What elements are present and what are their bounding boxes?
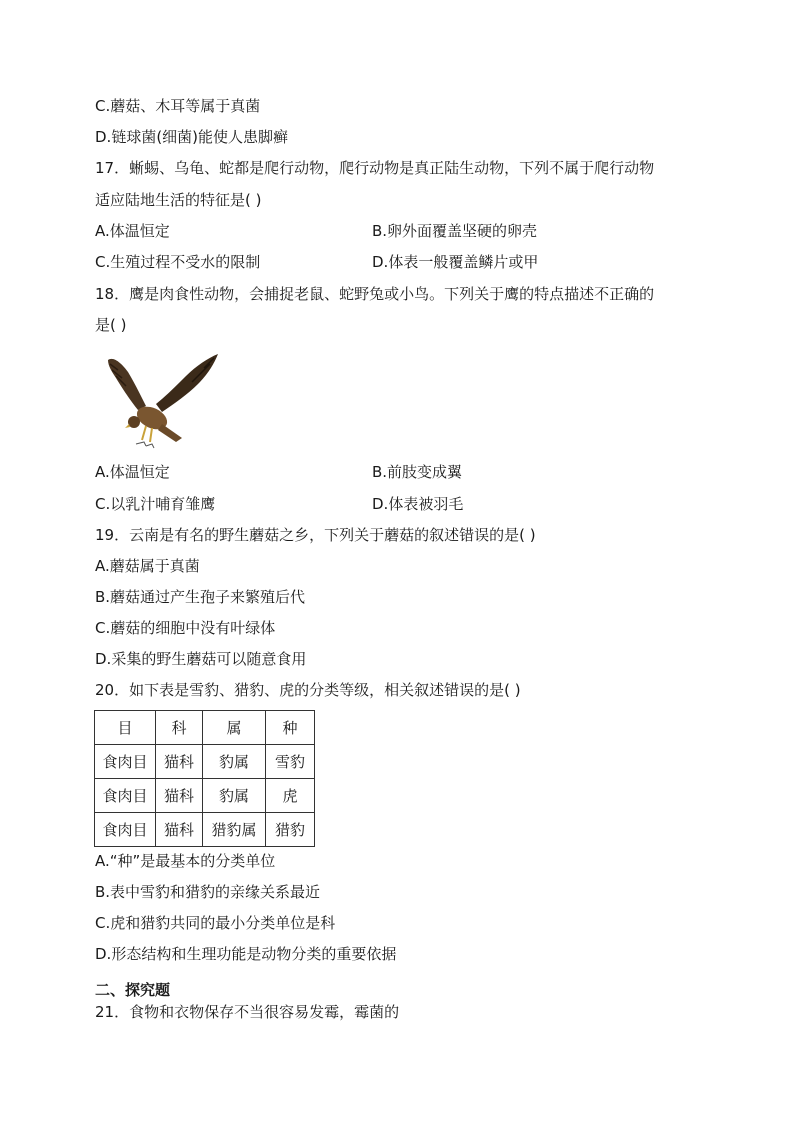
q18-option-d: D.体表被羽毛 [372, 495, 464, 513]
q17-option-c: C.生殖过程不受水的限制 [95, 253, 261, 271]
table-cell: 雪豹 [266, 745, 315, 779]
table-cell: 食肉目 [95, 813, 156, 847]
q19-option-d: D.采集的野生蘑菇可以随意食用 [95, 650, 307, 668]
q17-option-a: A.体温恒定 [95, 222, 170, 240]
q18-option-c: C.以乳汁哺育雏鹰 [95, 495, 216, 513]
q21-stem: 21．食物和衣物保存不当很容易发霉，霉菌的 [95, 1003, 400, 1021]
table-cell: 猫科 [156, 813, 203, 847]
eagle-image [100, 350, 220, 454]
q18-stem-line2: 是( ) [95, 316, 127, 334]
q18-stem-line1: 18．鹰是肉食性动物，会捕捉老鼠、蛇野兔或小鸟。下列关于鹰的特点描述不正确的 [95, 285, 655, 303]
table-cell: 豹属 [203, 779, 266, 813]
q19-option-b: B.蘑菇通过产生孢子来繁殖后代 [95, 588, 306, 606]
table-row [95, 813, 315, 847]
q17-stem-line2: 适应陆地生活的特征是( ) [95, 191, 262, 209]
table-cell: 猎豹 [266, 813, 315, 847]
q19-option-a: A.蘑菇属于真菌 [95, 557, 200, 575]
q20-option-c: C.虎和猎豹共同的最小分类单位是科 [95, 914, 336, 932]
q19-stem: 19．云南是有名的野生蘑菇之乡，下列关于蘑菇的叙述错误的是( ) [95, 526, 536, 544]
table-cell: 猫科 [156, 745, 203, 779]
q18-option-b: B.前肢变成翼 [372, 463, 463, 481]
table-cell: 虎 [266, 779, 315, 813]
header-species: 种 [266, 711, 315, 745]
q20-option-b: B.表中雪豹和猎豹的亲缘关系最近 [95, 883, 321, 901]
q20-option-d: D.形态结构和生理功能是动物分类的重要依据 [95, 945, 397, 963]
table-row [95, 745, 315, 779]
table-cell: 食肉目 [95, 779, 156, 813]
q16-option-d: D.链球菌(细菌)能使人患脚癣 [95, 128, 289, 146]
table-cell: 豹属 [203, 745, 266, 779]
table-row [95, 779, 315, 813]
table-cell: 食肉目 [95, 745, 156, 779]
q20-option-a: A.“种”是最基本的分类单位 [95, 852, 276, 870]
q17-option-b: B.卵外面覆盖坚硬的卵壳 [372, 222, 538, 240]
taxonomy-table [94, 710, 315, 847]
table-header-row [95, 711, 315, 745]
table-cell: 猫科 [156, 779, 203, 813]
header-family: 科 [156, 711, 203, 745]
q16-option-c: C.蘑菇、木耳等属于真菌 [95, 97, 261, 115]
header-genus: 属 [203, 711, 266, 745]
q17-option-d: D.体表一般覆盖鳞片或甲 [372, 253, 539, 271]
header-order: 目 [95, 711, 156, 745]
q20-stem: 20．如下表是雪豹、猎豹、虎的分类等级，相关叙述错误的是( ) [95, 681, 521, 699]
q17-stem-line1: 17．蜥蜴、乌龟、蛇都是爬行动物，爬行动物是真正陆生动物，下列不属于爬行动物 [95, 159, 655, 177]
q19-option-c: C.蘑菇的细胞中没有叶绿体 [95, 619, 276, 637]
table-cell: 猎豹属 [203, 813, 266, 847]
q18-option-a: A.体温恒定 [95, 463, 170, 481]
section-title: 二、探究题 [95, 981, 171, 999]
